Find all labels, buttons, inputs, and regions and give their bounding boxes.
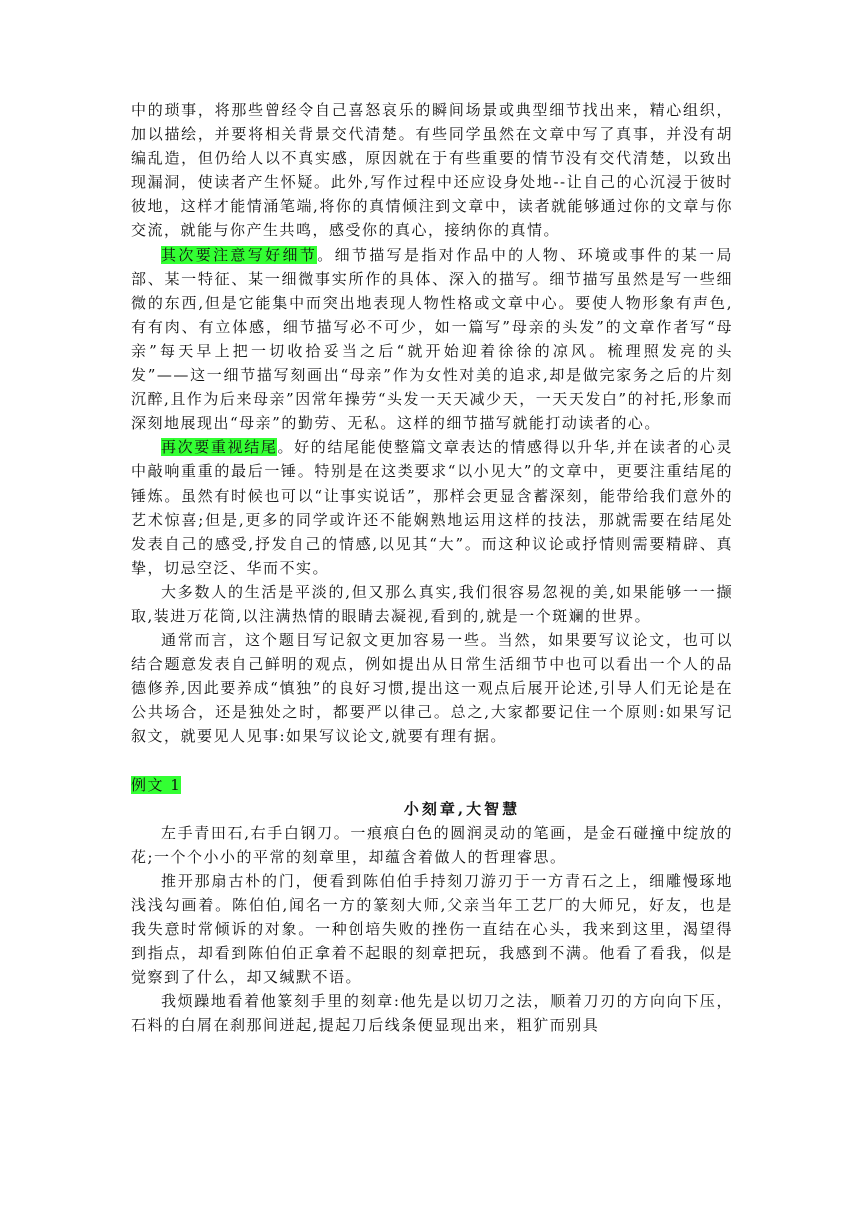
essay-paragraph-1: 左手青田石,右手白钢刀。一痕痕白色的圆润灵动的笔画，是金石碰撞中绽放的花;一个个小小的平常的刻章里，却蕴含着做人的哲理睿思。 [131,823,733,866]
essay-title: 小刻章,大智慧 [403,799,521,818]
example-label-line [131,773,733,797]
paragraph-ending [131,435,733,580]
paragraph-truthfulness: 中的琐事，将那些曾经令自己喜怒哀乐的瞬间场景或典型细节找出来，精心组织，加以描绘，并要将相关背景交代清楚。有些同学虽然在文章中写了真事，并没有胡编乱造，但仍给人以不真实感，原因就在于有些重要的情节没有交代清楚，以致出现漏洞，使读者产生怀疑。此外,写作过程中还应设身处地--让自己的心沉浸于彼时彼地，这样才能情涌笔端,将你的真情倾注到文章中，读者就能够通过你的文章与你交流，就能与你产生共鸣，感受你的真心，接纳你的真情。 [131,101,733,240]
essay-paragraph-2: 推开那扇古朴的门，便看到陈伯伯手持刻刀游刃于一方青石之上，细雕慢琢地浅浅勾画着。陈伯伯,闻名一方的篆刻大师,父亲当年工艺厂的大师兄，好友，也是我失意时常倾诉的对象。一种创培失败的挫伤一直结在心头，我来到这里，渴望得到指点，却看到陈伯伯正拿着不起眼的刻章把玩，我感到不满。他看了看我，似是觉察到了什么，却又缄默不语。 [131,871,733,987]
highlight-ending-heading: 再次要重视结尾 [161,438,278,457]
paragraph-ending-body: 。好的结尾能使整篇文章表达的情感得以升华,并在读者的心灵中敲响重重的最后一锤。特别是在这类要求“以小见大”的文章中，更要注重结尾的锤炼。虽然有时候也可以“让事实说话”，那样会更显含蓄深刻，能带给我们意外的艺术惊喜;但是,更多的同学或许还不能娴熟地运用这样的技法，那就需要在结尾处发表自己的感受,抒发自己的情感,以见其“大”。而这种议论或抒情则需要精辟、真挚，切忌空泛、华而不实。 [131,438,733,577]
paragraph-details-body: 。细节描写是指对作品中的人物、环境或事件的某一局部、某一特征、某一细微事实所作的具体、深入的描写。细节描写虽然是写一些细微的东西,但是它能集中而突出地表现人物性格或文章中心。要使人物形象有声色,有有肉、有立体感，细节描写必不可少，如一篇写”母亲的头发”的文章作者写“母亲”每天早上把一切收拾妥当之后“就开始迎着徐徐的凉风。梳理照发亮的头发”——这一细节描写刻画出“母亲”作为女性对美的追求,却是做完家务之后的片刻沉醉,且作为后来母亲”因常年操劳“头发一天天减少天，一天天发白”的衬托,形象而深刻地展现出“母亲”的勤劳、无私。这样的细节描写就能打动读者的心。 [131,245,733,433]
paragraph-details [131,243,733,436]
essay-paragraph-3: 我烦躁地看着他篆刻手里的刻章:他先是以切刀之法，顺着刀刃的方向向下压，石料的白屑在刹那间迸起,提起刀后线条便显现出来，粗犷而别具 [131,992,733,1035]
document-page [131,98,733,1037]
paragraph-genre-advice: 通常而言，这个题目写记叙文更加容易一些。当然，如果要写议论文，也可以结合题意发表自己鲜明的观点，例如提出从日常生活细节中也可以看出一个人的品德修养,因此要养成“慎独”的良好习惯,提出这一观点后展开论述,引导人们无论是在公共场合，还是独处之时，都要严以律己。总之,大家都要记住一个原则:如果写记叙文，就要见人见事:如果写议论文,就要有理有据。 [131,631,733,746]
paragraph-life: 大多数人的生活是平淡的,但又那么真实,我们很容易忽视的美,如果能够一一撷取,装进万花筒,以注满热情的眼睛去凝视,看到的,就是一个斑斓的世界。 [131,582,733,625]
highlight-details-heading: 其次要注意写好细节 [161,245,318,264]
example-label: 例文 1 [131,775,182,794]
